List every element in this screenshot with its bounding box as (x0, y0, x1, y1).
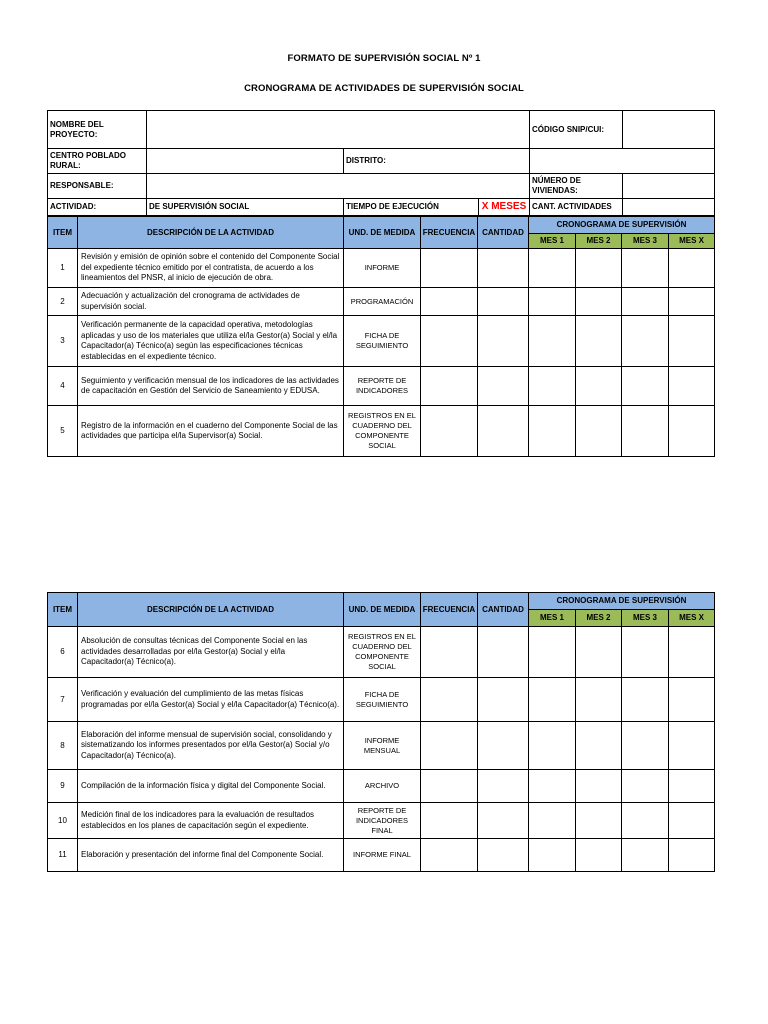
document-title: FORMATO DE SUPERVISIÓN SOCIAL Nº 1 (287, 53, 481, 64)
table-row (48, 839, 715, 872)
frecuencia-cell[interactable] (421, 770, 478, 803)
header-descripcion: DESCRIPCIÓN DE LA ACTIVIDAD (78, 593, 344, 627)
cantidad-cell[interactable] (478, 288, 529, 316)
item-number: 6 (48, 627, 78, 678)
mes-2-cell[interactable] (576, 627, 622, 678)
centro-poblado-label: CENTRO POBLADO RURAL: (48, 149, 147, 174)
unit-of-measure: REPORTE DE INDICADORES FINAL (344, 803, 421, 839)
table-row (48, 406, 715, 457)
header-descripcion: DESCRIPCIÓN DE LA ACTIVIDAD (78, 217, 344, 249)
frecuencia-cell[interactable] (421, 367, 478, 406)
cant-actividades-field[interactable] (623, 199, 715, 216)
item-number: 7 (48, 678, 78, 722)
frecuencia-cell[interactable] (421, 288, 478, 316)
cantidad-cell[interactable] (478, 839, 529, 872)
mes-x-cell[interactable] (669, 316, 715, 367)
nombre-proyecto-label: NOMBRE DEL PROYECTO: (48, 111, 147, 149)
header-mes-3: MES 3 (622, 610, 669, 627)
cantidad-cell[interactable] (478, 406, 529, 457)
unit-of-measure: REGISTROS EN EL CUADERNO DEL COMPONENTE SOCIAL (344, 627, 421, 678)
mes-2-cell[interactable] (576, 367, 622, 406)
header-mes-1: MES 1 (529, 234, 576, 249)
mes-x-cell[interactable] (669, 839, 715, 872)
unit-of-measure: REPORTE DE INDICADORES (344, 367, 421, 406)
mes-x-cell[interactable] (669, 770, 715, 803)
activity-description: Compilación de la información física y digital del Componente Social. (78, 770, 344, 803)
nombre-proyecto-field[interactable] (147, 111, 530, 149)
header-frecuencia: FRECUENCIA (421, 593, 478, 627)
mes-3-cell[interactable] (622, 406, 669, 457)
mes-1-cell[interactable] (529, 839, 576, 872)
cantidad-cell[interactable] (478, 367, 529, 406)
mes-2-cell[interactable] (576, 406, 622, 457)
activity-description: Revisión y emisión de opinión sobre el contenido del Componente Social del expediente técnico emitido por el contratista, de acuerdo a los lineamientos del PNSR, al inicio de ejecución de obra. (78, 249, 344, 288)
frecuencia-cell[interactable] (421, 803, 478, 839)
table-row (48, 722, 715, 770)
table-row (48, 678, 715, 722)
mes-x-cell[interactable] (669, 367, 715, 406)
mes-2-cell[interactable] (576, 803, 622, 839)
mes-3-cell[interactable] (622, 367, 669, 406)
cant-actividades-label: CANT. ACTIVIDADES (530, 199, 623, 216)
cantidad-cell[interactable] (478, 678, 529, 722)
mes-3-cell[interactable] (622, 839, 669, 872)
item-number: 5 (48, 406, 78, 457)
item-number: 2 (48, 288, 78, 316)
mes-2-cell[interactable] (576, 316, 622, 367)
mes-1-cell[interactable] (529, 249, 576, 288)
item-number: 8 (48, 722, 78, 770)
activities-table-1 (47, 216, 715, 457)
mes-2-cell[interactable] (576, 722, 622, 770)
table-row (48, 316, 715, 367)
frecuencia-cell[interactable] (421, 406, 478, 457)
header-item: ITEM (48, 217, 78, 249)
mes-2-cell[interactable] (576, 839, 622, 872)
mes-2-cell[interactable] (576, 249, 622, 288)
cantidad-cell[interactable] (478, 803, 529, 839)
x-meses-value: X MESES (479, 199, 530, 216)
header-mes-3: MES 3 (622, 234, 669, 249)
activity-description: Verificación permanente de la capacidad operativa, metodologías aplicadas y uso de los materiales que utiliza el/la Gestor(a) Social y el/la Capacitador(a) Técnico(a) según las especificaciones técnicas establecidas en el expediente técnico. (78, 316, 344, 367)
item-number: 4 (48, 367, 78, 406)
mes-3-cell[interactable] (622, 627, 669, 678)
header-mes-x: MES X (669, 610, 715, 627)
mes-3-cell[interactable] (622, 316, 669, 367)
unit-of-measure: INFORME FINAL (344, 839, 421, 872)
mes-x-cell[interactable] (669, 288, 715, 316)
activity-description: Medición final de los indicadores para la evaluación de resultados establecidos en los planes de capacitación según el expediente. (78, 803, 344, 839)
mes-1-cell[interactable] (529, 627, 576, 678)
header-cronograma: CRONOGRAMA DE SUPERVISIÓN (529, 217, 715, 234)
activity-description: Seguimiento y verificación mensual de los indicadores de las actividades de capacitación en Gestión del Servicio de Saneamiento y EDUSA. (78, 367, 344, 406)
mes-1-cell[interactable] (529, 770, 576, 803)
header-und-medida: UND. DE MEDIDA (344, 217, 421, 249)
frecuencia-cell[interactable] (421, 249, 478, 288)
activity-description: Elaboración y presentación del informe final del Componente Social. (78, 839, 344, 872)
header-mes-2: MES 2 (576, 610, 622, 627)
item-number: 11 (48, 839, 78, 872)
unit-of-measure: REGISTROS EN EL CUADERNO DEL COMPONENTE SOCIAL (344, 406, 421, 457)
mes-2-cell[interactable] (576, 288, 622, 316)
header-cronograma: CRONOGRAMA DE SUPERVISIÓN (529, 593, 715, 610)
mes-1-cell[interactable] (529, 722, 576, 770)
mes-2-cell[interactable] (576, 678, 622, 722)
mes-3-cell[interactable] (622, 249, 669, 288)
responsable-label: RESPONSABLE: (48, 174, 147, 199)
mes-x-cell[interactable] (669, 803, 715, 839)
frecuencia-cell[interactable] (421, 316, 478, 367)
header-frecuencia: FRECUENCIA (421, 217, 478, 249)
frecuencia-cell[interactable] (421, 839, 478, 872)
mes-x-cell[interactable] (669, 406, 715, 457)
mes-x-cell[interactable] (669, 627, 715, 678)
activity-description: Elaboración del informe mensual de supervisión social, consolidando y sistematizando los informes presentados por el/la Gestor(a) Social y/o Capacitador(a) Técnico(a). (78, 722, 344, 770)
mes-3-cell[interactable] (622, 288, 669, 316)
header-mes-2: MES 2 (576, 234, 622, 249)
table-row (48, 367, 715, 406)
mes-1-cell[interactable] (529, 803, 576, 839)
frecuencia-cell[interactable] (421, 627, 478, 678)
item-number: 9 (48, 770, 78, 803)
unit-of-measure: PROGRAMACIÓN (344, 288, 421, 316)
distrito-field[interactable] (530, 149, 715, 174)
table-row (48, 627, 715, 678)
header-cantidad: CANTIDAD (478, 217, 529, 249)
activity-description: Verificación y evaluación del cumplimiento de las metas físicas programadas por el/la Gestor(a) Social y el/la Capacitador(a) Técnico(a). (78, 678, 344, 722)
mes-1-cell[interactable] (529, 367, 576, 406)
mes-1-cell[interactable] (529, 288, 576, 316)
activity-description: Adecuación y actualización del cronograma de actividades de supervisión social. (78, 288, 344, 316)
header-cantidad: CANTIDAD (478, 593, 529, 627)
unit-of-measure: INFORME MENSUAL (344, 722, 421, 770)
item-number: 10 (48, 803, 78, 839)
document-subtitle: CRONOGRAMA DE ACTIVIDADES DE SUPERVISIÓN SOCIAL (244, 83, 524, 94)
cantidad-cell[interactable] (478, 249, 529, 288)
frecuencia-cell[interactable] (421, 678, 478, 722)
header-und-medida: UND. DE MEDIDA (344, 593, 421, 627)
mes-2-cell[interactable] (576, 770, 622, 803)
actividad-label: ACTIVIDAD: (48, 199, 147, 216)
header-item: ITEM (48, 593, 78, 627)
unit-of-measure: FICHA DE SEGUIMIENTO (344, 678, 421, 722)
header-mes-x: MES X (669, 234, 715, 249)
activity-description: Registro de la información en el cuaderno del Componente Social de las actividades que participa el/la Supervisor(a) Social. (78, 406, 344, 457)
mes-3-cell[interactable] (622, 722, 669, 770)
cantidad-cell[interactable] (478, 627, 529, 678)
frecuencia-cell[interactable] (421, 722, 478, 770)
table-row (48, 803, 715, 839)
item-number: 3 (48, 316, 78, 367)
table-row (48, 249, 715, 288)
unit-of-measure: ARCHIVO (344, 770, 421, 803)
cantidad-cell[interactable] (478, 316, 529, 367)
unit-of-measure: FICHA DE SEGUIMIENTO (344, 316, 421, 367)
cantidad-cell[interactable] (478, 770, 529, 803)
activities-table-2 (47, 592, 715, 872)
mes-1-cell[interactable] (529, 406, 576, 457)
centro-poblado-field[interactable] (147, 149, 344, 174)
mes-3-cell[interactable] (622, 770, 669, 803)
activity-description: Absolución de consultas técnicas del Componente Social en las actividades desarrolladas por el/la Gestor(a) Social y el/la Capacitador(a) Técnico(a). (78, 627, 344, 678)
mes-x-cell[interactable] (669, 678, 715, 722)
numero-viviendas-field[interactable] (623, 174, 715, 199)
actividad-value: DE SUPERVISIÓN SOCIAL (147, 199, 344, 216)
mes-x-cell[interactable] (669, 722, 715, 770)
cantidad-cell[interactable] (478, 722, 529, 770)
table-row (48, 770, 715, 803)
mes-1-cell[interactable] (529, 678, 576, 722)
item-number: 1 (48, 249, 78, 288)
responsable-field[interactable] (147, 174, 530, 199)
codigo-snip-field[interactable] (623, 111, 715, 149)
project-info-table (47, 110, 715, 216)
table-row (48, 288, 715, 316)
tiempo-ejecucion-label: TIEMPO DE EJECUCIÓN (344, 199, 479, 216)
unit-of-measure: INFORME (344, 249, 421, 288)
mes-1-cell[interactable] (529, 316, 576, 367)
codigo-snip-label: CÓDIGO SNIP/CUI: (530, 111, 623, 149)
distrito-label: DISTRITO: (344, 149, 530, 174)
mes-3-cell[interactable] (622, 678, 669, 722)
mes-3-cell[interactable] (622, 803, 669, 839)
mes-x-cell[interactable] (669, 249, 715, 288)
header-mes-1: MES 1 (529, 610, 576, 627)
numero-viviendas-label: NÚMERO DE VIVIENDAS: (530, 174, 623, 199)
